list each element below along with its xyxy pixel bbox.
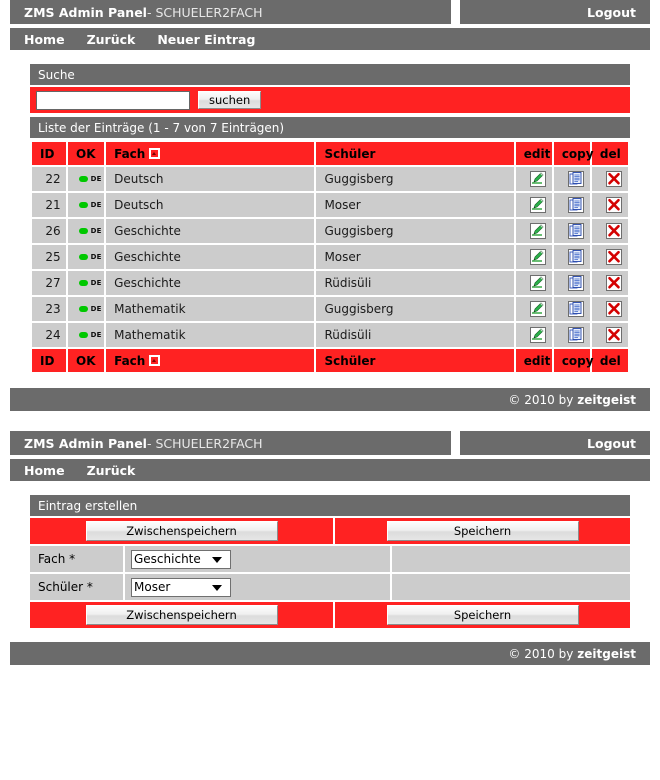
- form-row-schueler: [30, 574, 630, 600]
- header-schueler[interactable]: Schüler: [316, 142, 513, 165]
- copy-action-button[interactable]: [554, 297, 590, 321]
- app-title-2: [10, 431, 451, 455]
- copy-action-button[interactable]: [554, 245, 590, 269]
- menu-item-neuer-eintrag[interactable]: Neuer Eintrag: [157, 31, 256, 47]
- cell-ok: [68, 219, 104, 243]
- menu-item-zurueck-2[interactable]: Zurück: [86, 462, 136, 478]
- delete-cross-icon: [606, 275, 622, 291]
- table-row: [32, 193, 628, 217]
- edit-pencil-icon: [530, 327, 546, 343]
- admin-panel-form: [0, 431, 660, 665]
- status-green-dot-icon: DE: [76, 331, 104, 339]
- cell-ok: [68, 167, 104, 191]
- titlebar: [10, 0, 650, 24]
- header-copy: copy: [554, 142, 590, 165]
- cell-schueler: Rüdisüli: [316, 271, 513, 295]
- status-green-dot-icon: DE: [76, 175, 104, 183]
- footer-fach-label: Fach: [114, 353, 146, 368]
- cell-fach: Mathematik: [106, 297, 314, 321]
- status-green-dot-icon: DE: [76, 253, 104, 261]
- footer-panel-2: [10, 642, 650, 665]
- copy-action-button[interactable]: [554, 271, 590, 295]
- form-wrapper: [30, 518, 630, 628]
- edit-action-button[interactable]: [516, 323, 552, 347]
- edit-action-button[interactable]: [516, 271, 552, 295]
- cell-id: 23: [32, 297, 66, 321]
- sort-indicator-icon[interactable]: [149, 148, 160, 159]
- menu-item-zurueck[interactable]: Zurück: [86, 31, 136, 47]
- cell-id: 24: [32, 323, 66, 347]
- delete-action-button[interactable]: [592, 245, 628, 269]
- cell-fach: Deutsch: [106, 193, 314, 217]
- titlebar-divider: [451, 0, 460, 24]
- form-row-schueler-spacer: [392, 574, 630, 600]
- cell-fach: Mathematik: [106, 323, 314, 347]
- schueler-select[interactable]: [131, 578, 231, 597]
- menu-item-home-2[interactable]: Home: [24, 462, 65, 478]
- footer-schueler[interactable]: Schüler: [316, 349, 513, 372]
- header-fach-label: Fach: [114, 146, 146, 161]
- cell-id: 26: [32, 219, 66, 243]
- delete-action-button[interactable]: [592, 167, 628, 191]
- draft-button-cell-bottom: [30, 602, 333, 628]
- copy-action-button[interactable]: [554, 193, 590, 217]
- cell-schueler: Guggisberg: [316, 167, 513, 191]
- footer-brand-2: zeitgeist: [577, 646, 636, 661]
- cell-ok: [68, 297, 104, 321]
- field-schueler: [125, 574, 390, 600]
- save-button-cell-bottom: [335, 602, 630, 628]
- form-row-fach: [30, 546, 630, 572]
- cell-ok: [68, 323, 104, 347]
- delete-action-button[interactable]: [592, 271, 628, 295]
- edit-pencil-icon: [530, 301, 546, 317]
- table-footer-row: [32, 349, 628, 372]
- footer-ok[interactable]: OK: [68, 349, 104, 372]
- search-section-header: Suche: [30, 64, 630, 85]
- list-section-header: Liste der Einträge (1 - 7 von 7 Einträgen): [30, 117, 630, 138]
- edit-action-button[interactable]: [516, 297, 552, 321]
- table-body: [32, 167, 628, 347]
- status-green-dot-icon: DE: [76, 201, 104, 209]
- cell-fach: Geschichte: [106, 271, 314, 295]
- logout-button[interactable]: Logout: [460, 0, 650, 24]
- edit-action-button[interactable]: [516, 219, 552, 243]
- fach-select[interactable]: [131, 550, 231, 569]
- edit-action-button[interactable]: [516, 193, 552, 217]
- cell-fach: Deutsch: [106, 167, 314, 191]
- copy-documents-icon: [568, 171, 584, 187]
- cell-schueler: Moser: [316, 245, 513, 269]
- status-green-dot-icon: DE: [76, 305, 104, 313]
- footer-panel-1: [10, 388, 650, 411]
- app-subtitle-2: - SCHUELER2FACH: [146, 435, 263, 451]
- copy-documents-icon: [568, 197, 584, 213]
- cell-fach: Geschichte: [106, 245, 314, 269]
- copy-documents-icon: [568, 275, 584, 291]
- header-ok[interactable]: OK: [68, 142, 104, 165]
- save-button-top[interactable]: Speichern: [387, 521, 579, 541]
- edit-pencil-icon: [530, 171, 546, 187]
- footer-del: del: [592, 349, 628, 372]
- menubar: [10, 28, 650, 50]
- form-section-header: Eintrag erstellen: [30, 495, 630, 516]
- footer-fach[interactable]: [106, 349, 314, 372]
- table-row: [32, 323, 628, 347]
- delete-cross-icon: [606, 197, 622, 213]
- footer-edit: edit: [516, 349, 552, 372]
- header-edit: edit: [516, 142, 552, 165]
- cell-schueler: Moser: [316, 193, 513, 217]
- logout-button-2[interactable]: Logout: [460, 431, 650, 455]
- footer-copyright-2: © 2010 by: [508, 646, 574, 661]
- copy-action-button[interactable]: [554, 323, 590, 347]
- copy-action-button[interactable]: [554, 167, 590, 191]
- form-row-fach-spacer: [392, 546, 630, 572]
- cell-schueler: Guggisberg: [316, 219, 513, 243]
- cell-ok: [68, 245, 104, 269]
- footer-copy: copy: [554, 349, 590, 372]
- header-fach[interactable]: [106, 142, 314, 165]
- search-input[interactable]: [36, 91, 190, 110]
- schueler-select-wrapper: [131, 578, 231, 597]
- titlebar-2: [10, 431, 650, 455]
- footer-copyright: © 2010 by: [508, 392, 574, 407]
- search-bar: [30, 87, 630, 113]
- cell-schueler: Guggisberg: [316, 297, 513, 321]
- copy-documents-icon: [568, 327, 584, 343]
- table-header-row: [32, 142, 628, 165]
- cell-schueler: Rüdisüli: [316, 323, 513, 347]
- menubar-2: [10, 459, 650, 481]
- header-id[interactable]: ID: [32, 142, 66, 165]
- entries-table: [30, 140, 630, 374]
- delete-cross-icon: [606, 249, 622, 265]
- delete-cross-icon: [606, 171, 622, 187]
- sort-indicator-icon[interactable]: [149, 355, 160, 366]
- draft-button-cell-top: [30, 518, 333, 544]
- footer-brand: zeitgeist: [577, 392, 636, 407]
- table-row: [32, 297, 628, 321]
- save-button-bottom[interactable]: Speichern: [387, 605, 579, 625]
- search-submit-button[interactable]: suchen: [198, 91, 261, 109]
- app-title: [10, 0, 451, 24]
- table-row: [32, 167, 628, 191]
- edit-pencil-icon: [530, 275, 546, 291]
- delete-cross-icon: [606, 301, 622, 317]
- fach-select-wrapper: [131, 550, 231, 569]
- app-subtitle: - SCHUELER2FACH: [146, 4, 263, 20]
- delete-action-button[interactable]: [592, 193, 628, 217]
- edit-action-button[interactable]: [516, 167, 552, 191]
- delete-cross-icon: [606, 223, 622, 239]
- menu-item-home[interactable]: Home: [24, 31, 65, 47]
- footer-id[interactable]: ID: [32, 349, 66, 372]
- edit-action-button[interactable]: [516, 245, 552, 269]
- cell-ok: [68, 271, 104, 295]
- delete-action-button[interactable]: [592, 323, 628, 347]
- entries-table-wrapper: [30, 140, 630, 374]
- app-name-2: ZMS Admin Panel: [24, 435, 147, 451]
- titlebar-divider-2: [451, 431, 460, 455]
- header-del: del: [592, 142, 628, 165]
- copy-documents-icon: [568, 223, 584, 239]
- delete-cross-icon: [606, 327, 622, 343]
- label-schueler: Schüler *: [30, 574, 123, 600]
- form-button-row-top: [30, 518, 630, 544]
- draft-save-button-bottom[interactable]: Zwischenspeichern: [86, 605, 278, 625]
- cell-ok: [68, 193, 104, 217]
- cell-id: 27: [32, 271, 66, 295]
- save-button-cell-top: [335, 518, 630, 544]
- table-row: [32, 245, 628, 269]
- copy-documents-icon: [568, 249, 584, 265]
- edit-pencil-icon: [530, 223, 546, 239]
- app-name: ZMS Admin Panel: [24, 4, 147, 20]
- status-green-dot-icon: DE: [76, 279, 104, 287]
- delete-action-button[interactable]: [592, 297, 628, 321]
- draft-save-button-top[interactable]: Zwischenspeichern: [86, 521, 278, 541]
- cell-id: 21: [32, 193, 66, 217]
- cell-fach: Geschichte: [106, 219, 314, 243]
- cell-id: 25: [32, 245, 66, 269]
- copy-documents-icon: [568, 301, 584, 317]
- form-button-row-bottom: [30, 602, 630, 628]
- edit-pencil-icon: [530, 249, 546, 265]
- label-fach: Fach *: [30, 546, 123, 572]
- field-fach: [125, 546, 390, 572]
- copy-action-button[interactable]: [554, 219, 590, 243]
- table-row: [32, 219, 628, 243]
- delete-action-button[interactable]: [592, 219, 628, 243]
- table-row: [32, 271, 628, 295]
- edit-pencil-icon: [530, 197, 546, 213]
- status-green-dot-icon: DE: [76, 227, 104, 235]
- cell-id: 22: [32, 167, 66, 191]
